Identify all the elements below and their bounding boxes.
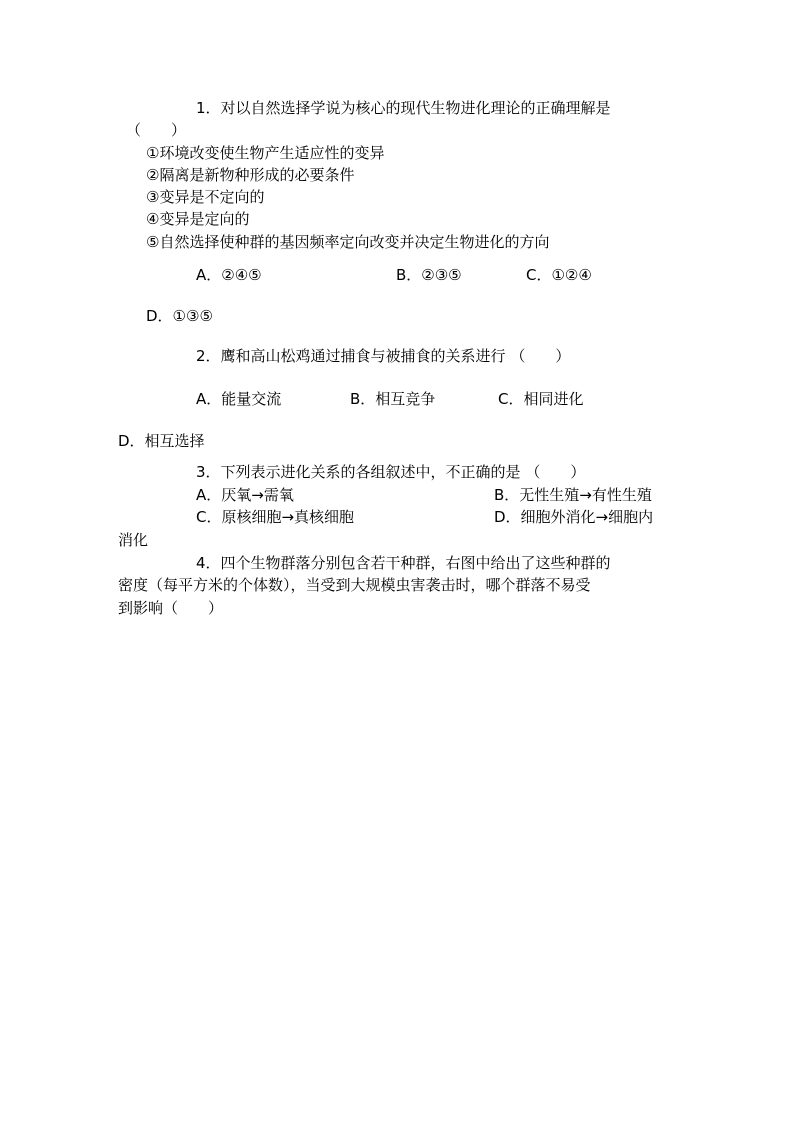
q3-option-d: D．细胞外消化→细胞内: [494, 508, 654, 526]
q2-option-d: D．相互选择: [118, 432, 205, 450]
q1-item-4: ④变异是定向的: [146, 210, 250, 228]
q4-line-2: 密度（每平方米的个体数），当受到大规模虫害袭击时，哪个群落不易受: [118, 576, 591, 594]
q3-stem: 3．下列表示进化关系的各组叙述中，不正确的是 （ ）: [196, 463, 586, 481]
q1-answer-paren: （ ）: [126, 121, 187, 139]
q1-item-3: ③变异是不定向的: [146, 188, 265, 206]
q2-option-b: B．相互竞争: [350, 390, 436, 408]
q1-stem: 1．对以自然选择学说为核心的现代生物进化理论的正确理解是: [196, 99, 611, 117]
q1-item-1: ①环境改变使生物产生适应性的变异: [146, 144, 385, 162]
q2-stem: 2．鹰和高山松鸡通过捕食与被捕食的关系进行 （ ）: [196, 347, 571, 365]
q1-item-2: ②隔离是新物种形成的必要条件: [146, 166, 355, 184]
q1-item-5: ⑤自然选择使种群的基因频率定向改变并决定生物进化的方向: [146, 233, 550, 251]
q4-line-1: 4．四个生物群落分别包含若干种群，右图中给出了这些种群的: [196, 554, 611, 572]
q3-option-d-continued: 消化: [118, 531, 149, 549]
q1-option-d: D．①③⑤: [146, 307, 213, 325]
q4-line-3: 到影响（ ）: [118, 599, 224, 617]
q3-option-b: B．无性生殖→有性生殖: [494, 486, 652, 504]
q2-option-c: C．相同进化: [498, 390, 584, 408]
q3-option-a: A．厌氧→需氧: [196, 486, 294, 504]
q2-option-a: A．能量交流: [196, 390, 282, 408]
q1-option-a: A．②④⑤: [196, 266, 262, 284]
q3-option-c: C．原核细胞→真核细胞: [196, 508, 355, 526]
q1-option-c: C．①②④: [526, 266, 592, 284]
q1-option-b: B．②③⑤: [396, 266, 462, 284]
